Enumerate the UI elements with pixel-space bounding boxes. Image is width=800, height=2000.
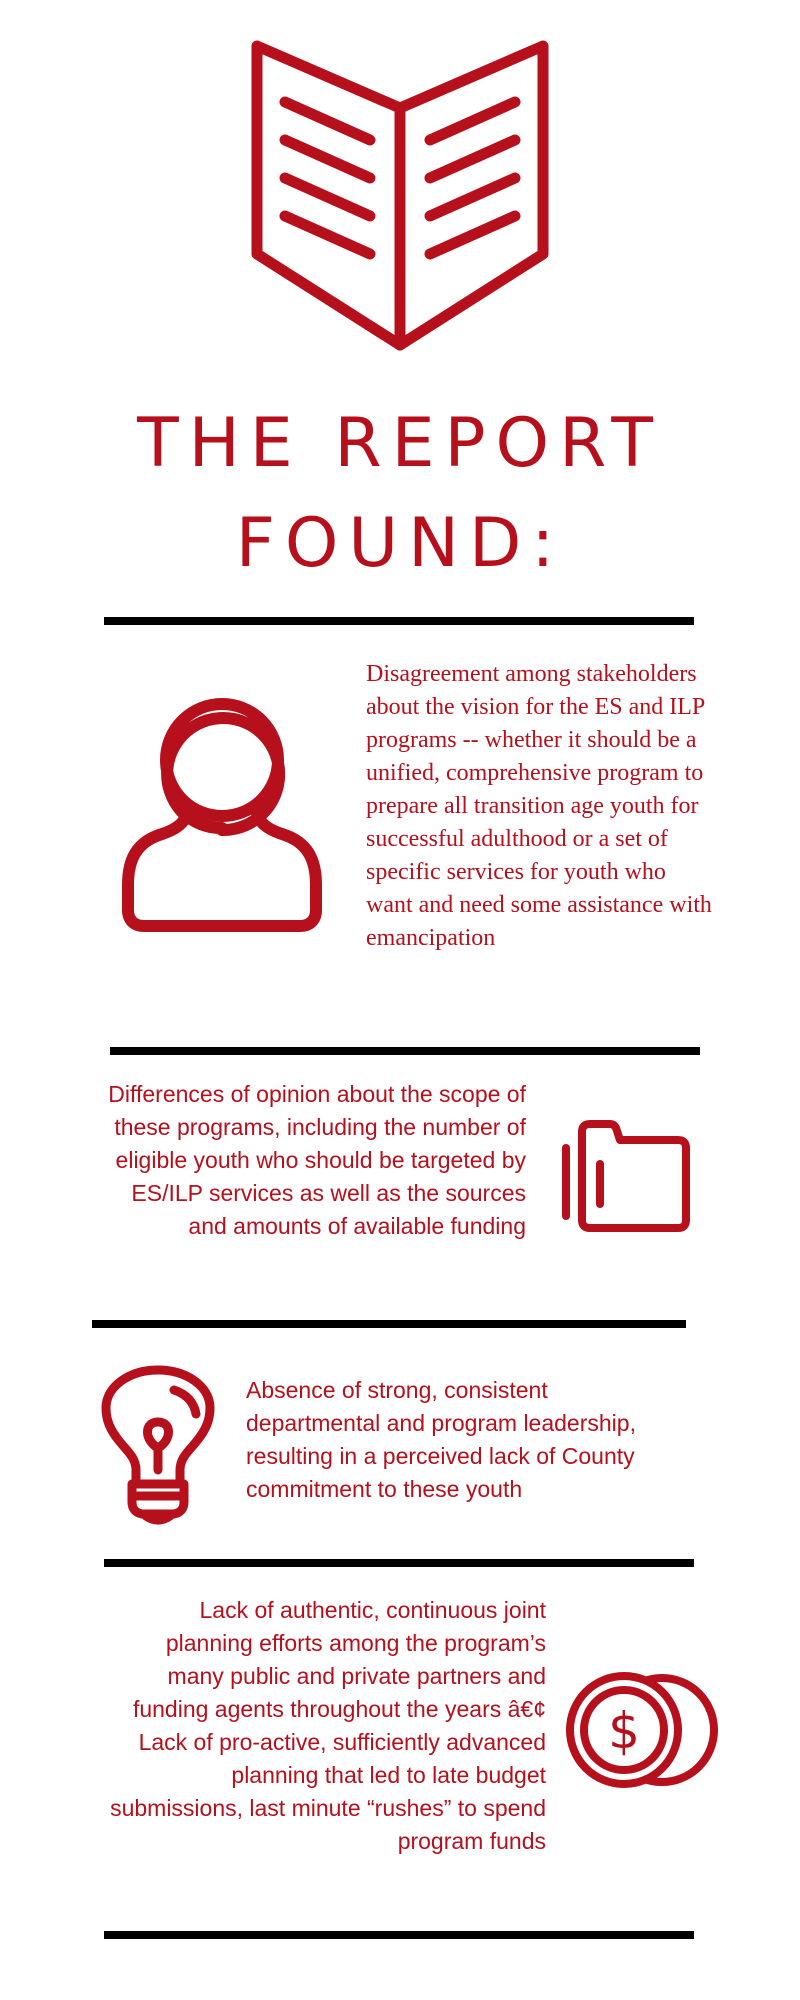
divider xyxy=(104,1931,694,1939)
lightbulb-icon xyxy=(102,1366,214,1526)
open-book-icon xyxy=(240,34,560,354)
finding-text: Differences of opinion about the scope of these programs, including the number of eligible youth who should be targeted by ES/ILP services as well as the sources and amounts of available funding xyxy=(108,1081,526,1239)
divider xyxy=(104,1559,694,1567)
finding-text: Lack of authentic, continuous joint planning efforts among the program’s many public and private partners and funding agents throughout the years â€¢ Lack of pro-active, sufficiently advanced planning that led to late budget submissions, last minute “rushes” to spend program funds xyxy=(110,1597,546,1854)
page-title-line-2: FOUND: xyxy=(235,504,565,583)
divider xyxy=(104,617,694,625)
dollar-sign: $ xyxy=(608,1702,640,1760)
page-title: THE REPORT xyxy=(137,404,663,483)
coins-icon xyxy=(566,1670,722,1790)
divider xyxy=(92,1320,686,1328)
finding-text: Absence of strong, consistent departmental and program leadership, resulting in a perceived lack of County commitment to these youth xyxy=(246,1377,636,1502)
finding-text: Disagreement among stakeholders about the vision for the ES and ILP programs -- whether it should be a unified, comprehensive program to prepare all transition age youth for successful adulthood or a set of specific services for youth who want and need some assistance with emancipation xyxy=(366,661,712,951)
divider xyxy=(110,1047,700,1055)
folder-icon xyxy=(562,1120,690,1232)
person-icon xyxy=(122,700,322,940)
